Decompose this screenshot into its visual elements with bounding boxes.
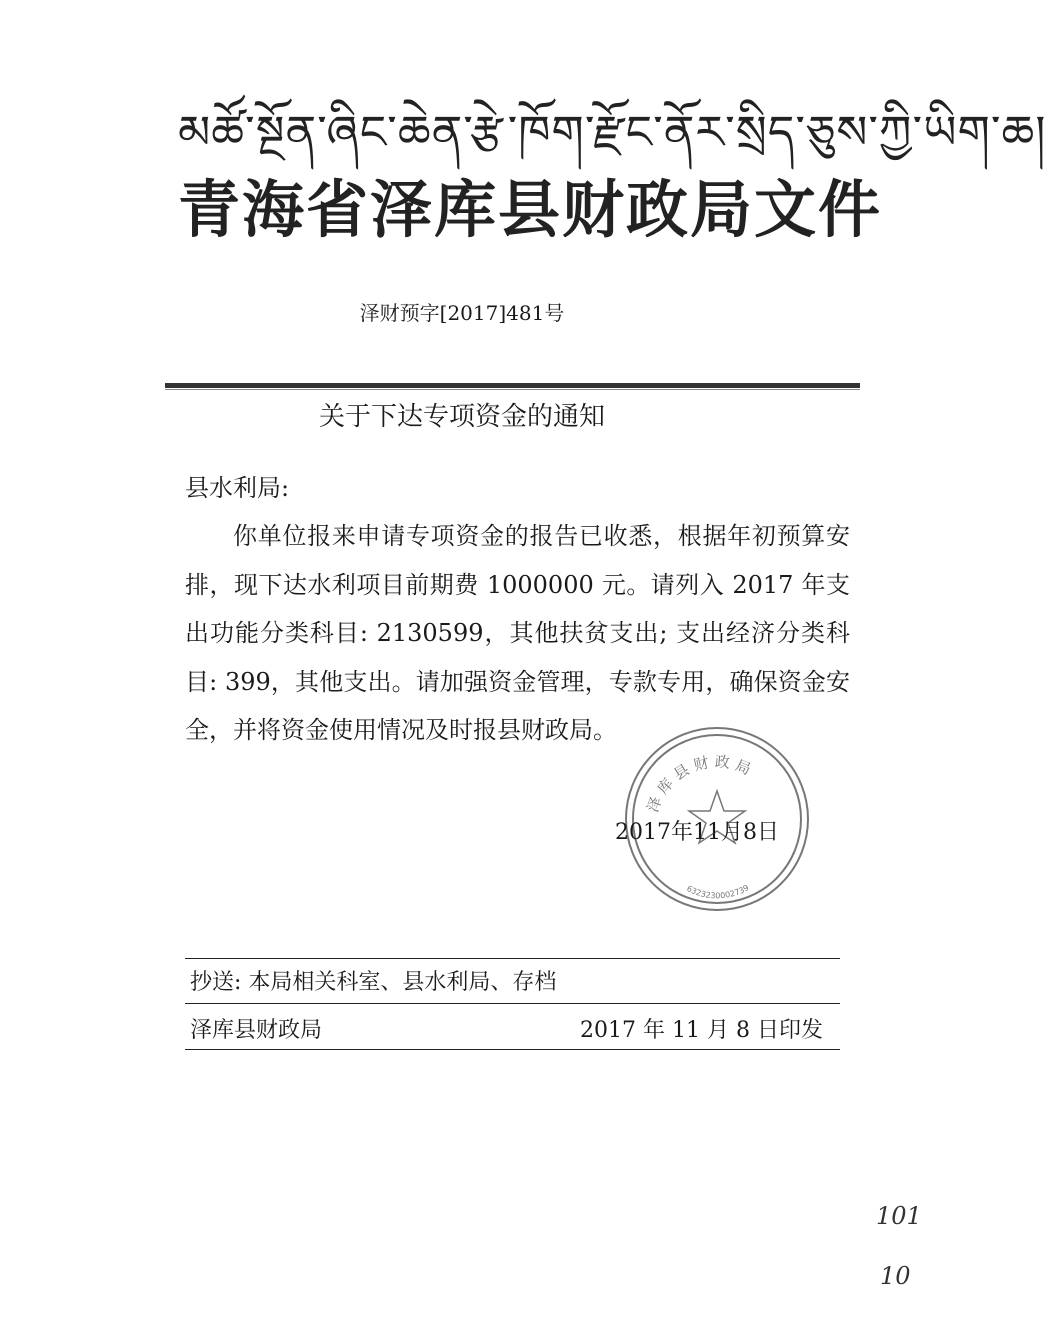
document-title: 青海省泽库县财政局文件 [178, 173, 883, 246]
handwritten-page-mark: 101 [876, 1202, 922, 1230]
cc-list: 抄送: 本局相关科室、县水利局、存档 [190, 970, 557, 995]
notice-subject: 关于下达专项资金的通知 [318, 402, 605, 432]
tibetan-title: མཚོ་སྔོན་ཞིང་ཆེན་རྩེ་ཁོག་རྫོང་ནོར་སྲིད་ཅུས་ཀྱི་ཡིག་ཆ། [178, 105, 1046, 159]
footer-divider-top [185, 958, 840, 959]
addressee: 县水利局: [185, 474, 290, 502]
handwritten-page-mark-2: 10 [880, 1262, 911, 1290]
seal-serial: 6323230002739 [685, 883, 751, 901]
issue-date: 2017 年 11 月 8 日印发 [580, 1018, 823, 1043]
seal-text: 泽 库 县 财 政 局 [643, 752, 754, 815]
notice-body: 你单位报来申请专项资金的报告已收悉，根据年初预算安排，现下达水利项目前期费 1000000 元。请列入 2017 年支出功能分类科目: 2130599，其他扶贫支出; 支出经济分类科目: 399，其他支出。请加强资金管理，专款专用，确保资金安全，并将资金使用情况及时报县财政局。 [185, 522, 850, 744]
document-number: 泽财预字[2017]481号 [359, 301, 565, 325]
footer-divider-middle [185, 1003, 840, 1004]
footer-divider-bottom [185, 1049, 840, 1050]
header-divider [165, 383, 860, 388]
issuer: 泽库县财政局 [190, 1018, 323, 1043]
notice-date: 2017年11月8日 [615, 820, 779, 845]
